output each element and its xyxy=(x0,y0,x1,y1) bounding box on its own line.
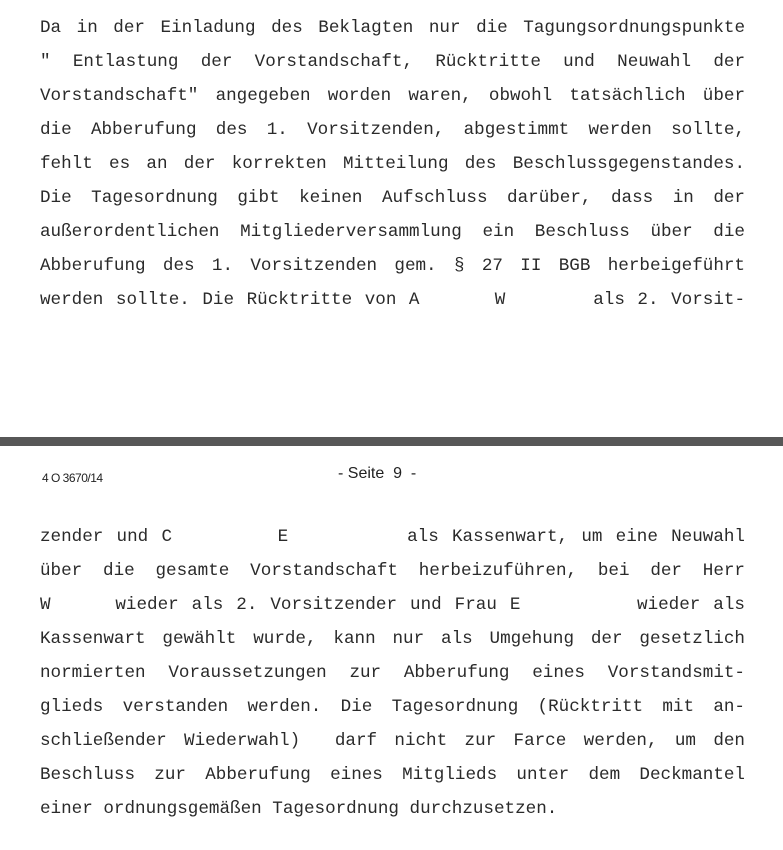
text-line: Die Tagesordnung gibt keinen Aufschluss darüber, dass in der xyxy=(40,188,745,208)
text-line: Abberufung des 1. Vorsitzenden gem. § 27 II BGB herbeigeführt xyxy=(40,256,745,276)
text-line: Da in der Einladung des Beklagten nur die Tagungsordnungspunkte xyxy=(40,18,745,38)
page-number: - Seite 9 - xyxy=(338,465,417,482)
case-number: 4 O 3670/14 xyxy=(42,471,103,485)
text-line: W wieder als 2. Vorsitzender und Frau E wieder als xyxy=(40,595,745,615)
text-line: die Abberufung des 1. Vorsitzenden, abgestimmt werden sollte, xyxy=(40,120,745,140)
text-line: " Entlastung der Vorstandschaft, Rücktritte und Neuwahl der xyxy=(40,52,745,72)
text-line: werden sollte. Die Rücktritte von A W als 2. Vorsit- xyxy=(40,290,745,310)
text-line: Vorstandschaft" angegeben worden waren, obwohl tatsächlich über xyxy=(40,86,745,106)
text-line: fehlt es an der korrekten Mitteilung des Beschlussgegenstandes. xyxy=(40,154,745,174)
text-line: schließender Wiederwahl) darf nicht zur Farce werden, um den xyxy=(40,731,745,751)
text-line: einer ordnungsgemäßen Tagesordnung durchzusetzen. xyxy=(40,799,558,819)
text-line: zender und C E als Kassenwart, um eine Neuwahl xyxy=(40,527,745,547)
text-line: Kassenwart gewählt wurde, kann nur als Umgehung der gesetzlich xyxy=(40,629,745,649)
text-line: über die gesamte Vorstandschaft herbeizuführen, bei der Herr xyxy=(40,561,745,581)
text-line: glieds verstanden werden. Die Tagesordnung (Rücktritt mit an- xyxy=(40,697,745,717)
text-line: normierten Voraussetzungen zur Abberufung eines Vorstandsmit- xyxy=(40,663,745,683)
text-line: Beschluss zur Abberufung eines Mitglieds unter dem Deckmantel xyxy=(40,765,745,785)
page-divider xyxy=(0,437,783,446)
text-line: außerordentlichen Mitgliederversammlung ein Beschluss über die xyxy=(40,222,745,242)
